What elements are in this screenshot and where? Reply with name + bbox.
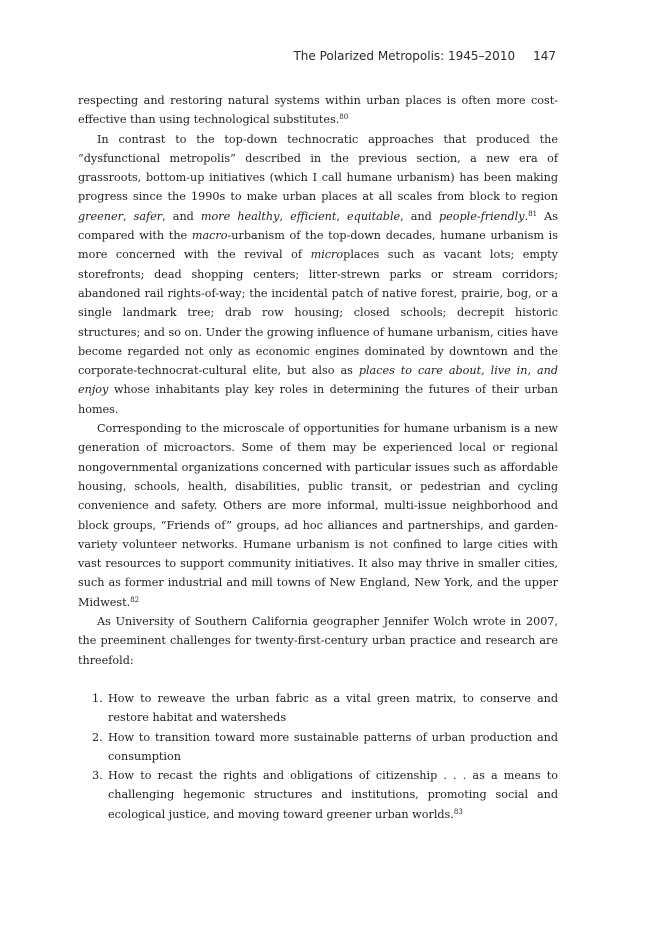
footnote-ref-83: 83 [453,807,463,816]
list-item-number: 3. [92,769,103,783]
list-item-text: How to transition toward more sustainable patterns of urban production and consumption [108,730,558,763]
paragraph-microactors: Corresponding to the microscale of opportunities for humane urbanism is a new generation of microactors. Some of them may be experienced local or regional nongovernmental organizations concerned with particular issues such as affordable housing, schools, health, disabilities, public transit, or pedestrian and cycling convenience and safety. Others are more informal, multi-issue neighborhood and block groups, “Friends of” groups, ad hoc alliances and partnerships, and garden-variety volunteer networks. Humane urbanism is not confined to large cities with vast resources to support community initiatives. It also may thrive in smaller cities, such as former industrial and mill towns of New England, New York, and the upper Midwest.$^{82}$ [78,422,558,609]
footnote-ref-80: 80 [339,113,349,122]
paragraph-wolch-intro: As University of Southern California geographer Jennifer Wolch wrote in 2007, the preeminent challenges for twenty-first-century urban practice and research are threefold: [78,615,558,667]
running-head-title: The Polarized Metropolis: 1945–2010 [293,49,516,63]
footnote-ref-82: 82 [130,595,140,604]
challenges-list [78,689,558,824]
list-item-number: 2. [92,730,103,744]
running-head [293,49,556,63]
list-item [92,689,558,728]
paragraph-humane-urbanism: In contrast to the top-down technocratic approaches that produced the “dysfunctional metropolis” described in the previous section, a new era of grassroots, bottom-up initiatives (which I call humane urbanism) has been making progress since the 1990s to make urban places at all scales from block to region greener, safer, and more healthy, efficient, equitable, and people-friendly.$^{81}$ As compared with the macro-urbanism of the top-down decades, humane urbanism is more concerned with the revival of microplaces such as vacant lots; empty storefronts; dead shopping centers; litter-strewn parks or stream corridors; abandoned rail rights-of-way; the incidental patch of native forest, prairie, bog, or a single landmark tree; drab row housing; closed schools; decrepit historic structures; and so on. Under the growing influence of humane urbanism, cities have become regarded not only as economic engines dominated by downtown and the corporate-technocrat-cultural elite, but also as places to care about, live in, and enjoy whose inhabitants play key roles in determining the futures of their urban homes. [78,132,559,416]
paragraph-continuation: respecting and restoring natural systems within urban places is often more cost-effective than using technological substitutes.$^{80}$ [78,94,558,127]
body-text [78,91,558,824]
list-item [92,766,558,824]
list-item [92,728,558,767]
list-item-text: How to recast the rights and obligations of citizenship . . . as a means to challenging hegemonic structures and institutions, promoting social and ecological justice, and moving toward greener urban worlds. [108,769,558,821]
list-item-text: How to reweave the urban fabric as a vital green matrix, to conserve and restore habitat and watersheds [108,691,558,725]
page-number: 147 [533,49,556,63]
list-item-number: 1. [92,691,103,705]
footnote-ref-81: 81 [528,209,538,218]
